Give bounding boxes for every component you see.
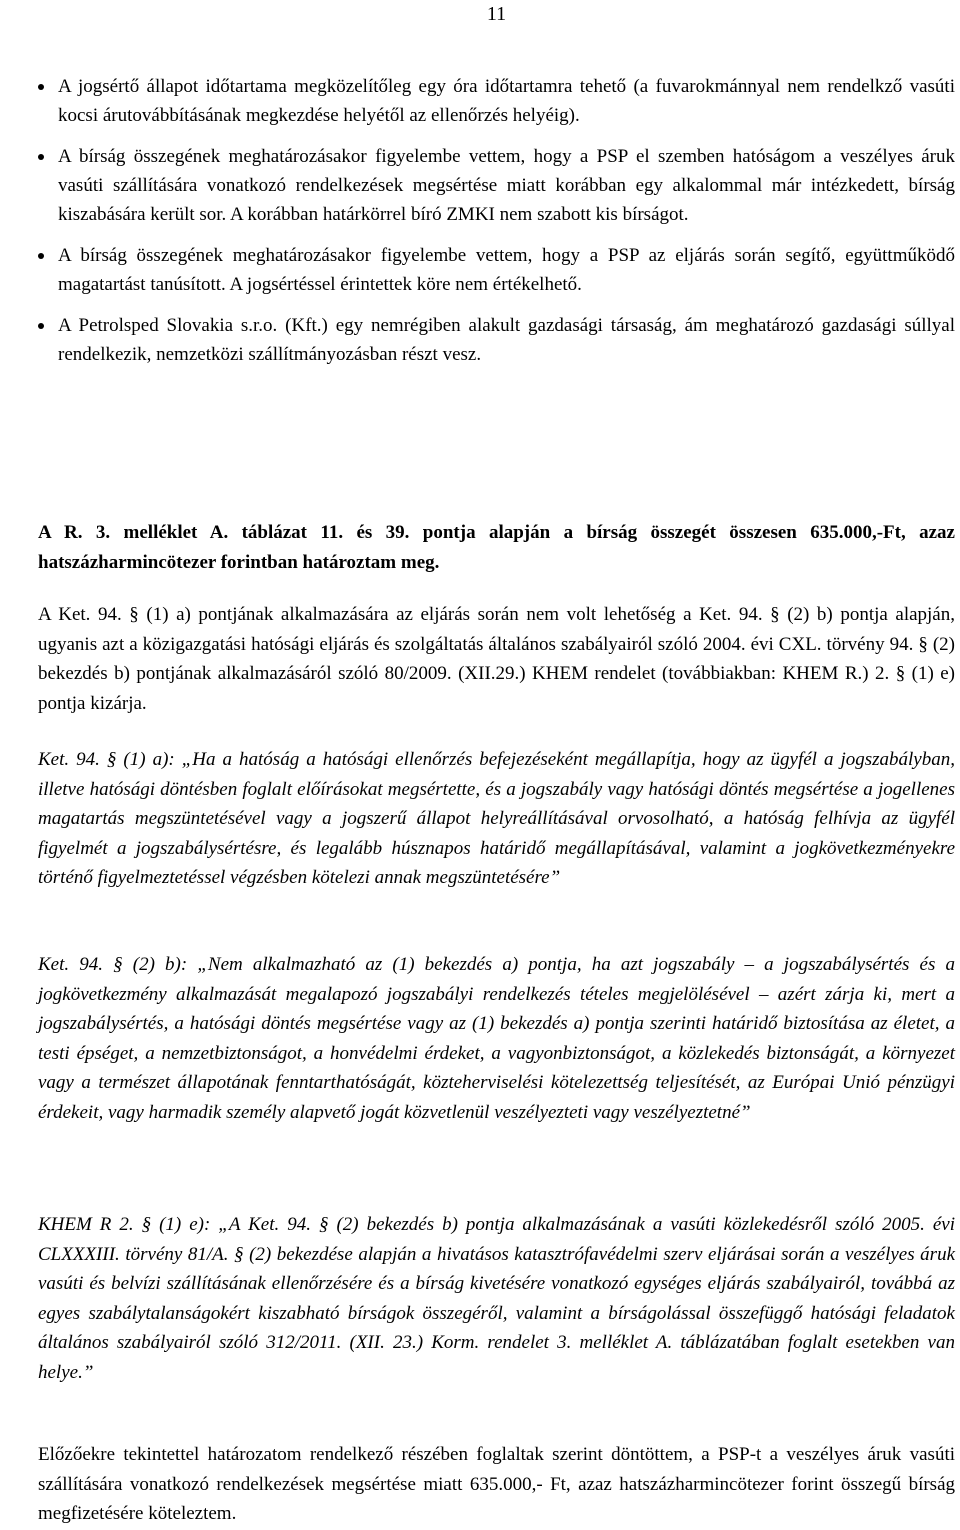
page-number: 11 — [486, 3, 507, 25]
bullet-item: A bírság összegének meghatározásakor figyelembe vettem, hogy a PSP az eljárás során segítő, együttműködő magatartást tanúsított. A jogsértéssel érintettek köre nem értékelhető. — [38, 241, 955, 299]
bullet-item: A bírság összegének meghatározásakor figyelembe vettem, hogy a PSP el szemben hatóságom a veszélyes áruk vasúti szállítására vonatkozó rendelkezések megsértése miatt korábban egy alkalommal már intézkedett, bírság kiszabására került sor. A korábban határkörrel bíró ZMKI nem szabott kis bírságot. — [38, 142, 955, 229]
bullet-item: A jogsértő állapot időtartama megközelítőleg egy óra időtartamra tehető (a fuvarokmánnyal nem rendelkző vasúti kocsi árutovábbításának megkezdése helyétől az ellenőrzés helyéig). — [38, 72, 955, 130]
quote-ket-94-2b: Ket. 94. § (2) b): „Nem alkalmazható az (1) bekezdés a) pontja, ha azt jogszabály – a jogszabálysértés és a jogkövetkezmény alkalmazását megalapozó jogszabályi rendelkezés tételes megjelölésével – azért zárja ki, mert a jogszabálysértés, a hatósági döntés megsértése vagy az (1) bekezdés a) pontja szerinti határidő biztosítása az életet, a testi épséget, a nemzetbiztonságot, a honvédelmi érdeket, a vagyonbiztonságot, a közlekedés biztonságát, a környezet vagy a természet állapotának fenntarthatóságát, közteherviselési kötelezettség teljesítését, az Európai Unió pénzügyi érdekeit, vagy harmadik személy alapvető jogát közvetlenül veszélyezteti vagy veszélyeztetné” — [38, 954, 955, 1123]
final-decision: Előzőekre tekintettel határozatom rendelkező részében foglaltak szerint döntöttem, a PSP-t a veszélyes áruk vasúti szállítására vonatkozó rendelkezések megsértése miatt 635.000,- Ft, azaz hatszázharmincötezer forint összegű bírság megfizetésére köteleztem. — [38, 1444, 955, 1525]
ket-paragraph: A Ket. 94. § (1) a) pontjának alkalmazására az eljárás során nem volt lehetőség a Ket. 94. § (2) b) pontja alapján, ugyanis azt a közigazgatási hatósági eljárás és szolgáltatás általános szabályairól szóló 2004. évi CXL. törvény 94. § (2) bekezdés b) pontjának alkalmazásáról szóló 80/2009. (XII.29.) KHEM rendelet (továbbiakban: KHEM R.) 2. § (1) e) pontja kizárja. — [38, 604, 955, 714]
bullet-item: A Petrolsped Slovakia s.r.o. (Kft.) egy nemrégiben alakult gazdasági társaság, ám meghatározó gazdasági súllyal rendelkezik, nemzetközi szállítmányozásban részt vesz. — [38, 311, 955, 369]
fine-conclusion: A R. 3. melléklet A. táblázat 11. és 39. pontja alapján a bírság összegét összesen 635.000,-Ft, azaz hatszázharmincötezer forintban határoztam meg. — [38, 522, 955, 573]
bullet-list — [38, 72, 955, 381]
quote-ket-94-1a: Ket. 94. § (1) a): „Ha a hatóság a hatósági ellenőrzés befejezéseként megállapítja, hogy az ügyfél a jogszabályban, illetve hatósági döntésben foglalt előírásokat megsértette, és a jogszabály vagy hatósági döntés megsértése a jogellenes magatartás megszüntetésével vagy a jogszerű állapot helyreállításával orvosolható, a hatóság felhívja az ügyfél figyelmét a jogszabálysértésre, és legalább húsznapos határidő megállapításával, valamint a jogkövetkezményekre történő figyelmeztetéssel végzésben kötelezi annak megszüntetésére” — [38, 749, 955, 889]
quote-khem-2-1e: KHEM R 2. § (1) e): „A Ket. 94. § (2) bekezdés b) pontja alkalmazásának a vasúti közlekedésről szóló 2005. évi CLXXXIII. törvény 81/A. § (2) bekezdése alapján a hivatásos katasztrófavédelmi szerv eljárásai során a veszélyes áruk vasúti és belvízi szállításának ellenőrzésére és a bírság kivetésére vonatkozó egységes eljárás szabályairól, továbbá az egyes szabálytalanságokért kiszabható bírságok összegéről, valamint a bírságolással összefüggő hatósági feladatok általános szabályairól szóló 312/2011. (XII. 23.) Korm. rendelet 3. melléklet A. táblázatában foglalt esetekben van helye.” — [38, 1214, 955, 1383]
